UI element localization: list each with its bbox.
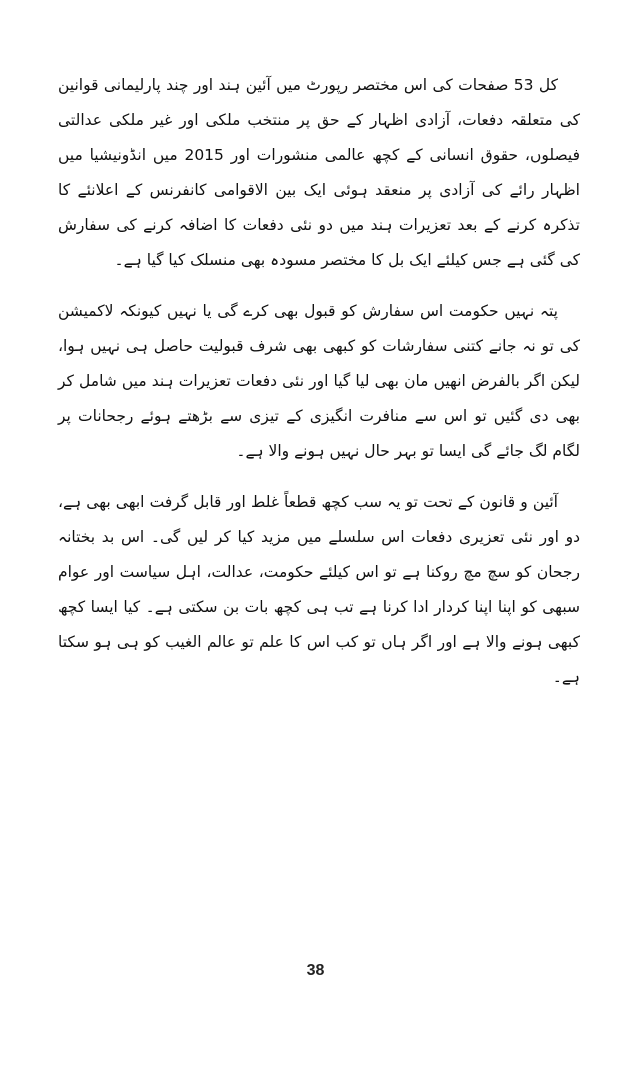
paragraph-2: پتہ نہیں حکومت اس سفارش کو قبول بھی کرے گی یا نہیں کیونکہ لاکمیشن کی تو نہ جانے کتنی سفارشات کو کبھی بھی شرف قبولیت حاصل ہی نہیں ہوا، لیکن اگر بالفرض انھیں مان بھی لیا گیا اور نئی دفعات تعزیرات ہند میں شامل کر بھی دی گئیں تو اس سے منافرت انگیزی کے تیزی سے بڑھتے ہوئے رجحانات پر لگام لگ جائے گی ایسا تو بہر حال نہیں ہونے والا ہے۔ bbox=[58, 302, 580, 460]
paragraph-3: آئین و قانون کے تحت تو یہ سب کچھ قطعاً غلط اور قابل گرفت ابھی بھی ہے، دو اور نئی تعزیری دفعات اس سلسلے میں مزید کیا کر لیں گی۔ اس بد بختانہ رجحان کو سچ مچ روکنا ہے تو اس کیلئے حکومت، عدالت، اہل سیاست اور عوام سبھی کو اپنا اپنا کردار ادا کرنا ہے تب ہی کچھ بات بن سکتی ہے۔ کیا ایسا کچھ کبھی ہونے والا ہے اور اگر ہاں تو کب اس کا علم تو عالم الغیب کو ہی ہو سکتا ہے۔ bbox=[58, 493, 580, 686]
page-number: 38 bbox=[306, 962, 325, 979]
body-text bbox=[58, 68, 580, 711]
paragraph-1: کل 53 صفحات کی اس مختصر رپورٹ میں آئین ہند اور چند پارلیمانی قوانین کی متعلقہ دفعات، آزادی اظہار کے حق پر منتخب ملکی اور غیر ملکی عدالتی فیصلوں، حقوق انسانی کے کچھ عالمی منشورات اور 2015 میں انڈونیشیا میں اظہار رائے کی آزادی پر منعقد ہوئی ایک بین الاقوامی کانفرنس کے اعلانئے کا تذکرہ کرنے کے بعد تعزیرات ہند میں دو نئی دفعات کا اضافہ کرنے کی سفارش کی گئی ہے جس کیلئے ایک بل کا مختصر مسودہ بھی منسلک کیا گیا ہے۔ bbox=[58, 76, 580, 269]
